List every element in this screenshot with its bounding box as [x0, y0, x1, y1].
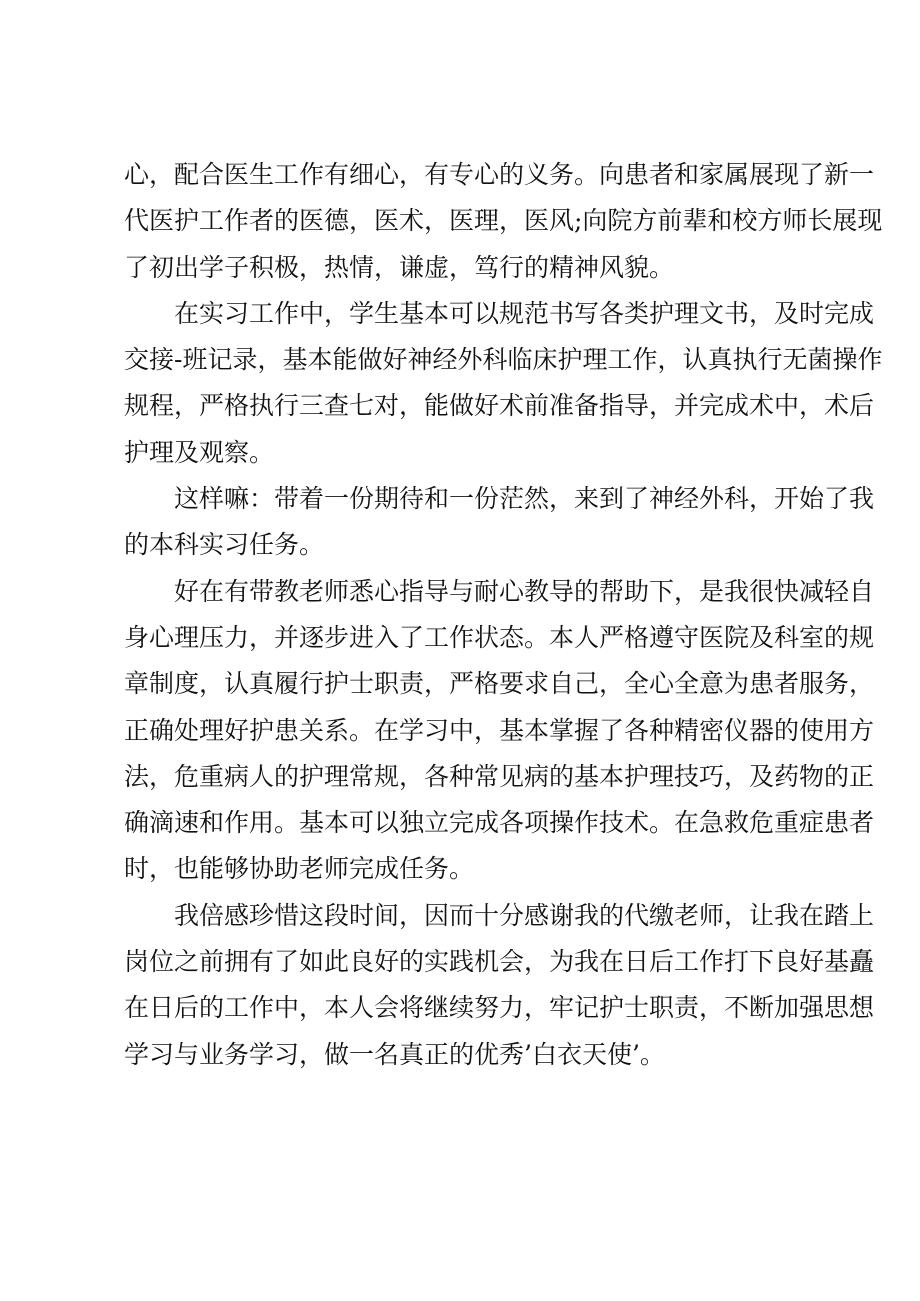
text-line: 了初出学子积极，热情，谦虚，笃行的精神风貌。	[124, 252, 675, 282]
paragraph-arrival	[124, 476, 875, 569]
paragraph-continuation	[124, 152, 883, 291]
text-line: 这样嘛：带着一份期待和一份茫然，来到了神经外科，开始了我	[174, 484, 875, 514]
text-line: 我倍感珍惜这段时间，因而十分感谢我的代缴老师，让我在踏上	[174, 900, 875, 930]
text-line: 好在有带教老师悉心指导与耐心教导的帮助下，是我很快减轻自	[174, 576, 875, 606]
text-line: 的本科实习任务。	[124, 530, 325, 560]
text-line: 身心理压力，并逐步进入了工作状态。本人严格遵守医院及科室的规	[124, 622, 875, 652]
text-line: 规程，严格执行三查七对，能做好术前准备指导，并完成术中，术后	[124, 391, 875, 421]
text-line: 学习与业务学习，做一名真正的优秀’白衣天使’。	[124, 1039, 665, 1069]
text-line: 心，配合医生工作有细心，有专心的义务。向患者和家属展现了新一	[124, 160, 875, 189]
text-line: 时，也能够协助老师完成任务。	[124, 854, 475, 884]
text-line: 确滴速和作用。基本可以独立完成各项操作技术。在急救危重症患者	[124, 808, 875, 838]
text-line: 章制度，认真履行护士职责，严格要求自己，全心全意为患者服务，	[124, 669, 875, 699]
text-line: 正确处理好护患关系。在学习中，基本掌握了各种精密仪器的使用方	[124, 715, 875, 745]
text-line: 代医护工作者的医德，医术，医理，医风;向院方前辈和校方师长展现	[124, 206, 883, 236]
paragraph-internship-work	[124, 291, 883, 476]
paragraph-guidance	[124, 569, 875, 893]
text-line: 法，危重病人的护理常规，各种常见病的基本护理技巧，及药物的正	[124, 761, 875, 791]
paragraph-gratitude	[124, 893, 875, 1078]
document-body	[124, 152, 883, 1078]
text-line: 交接-班记录，基本能做好神经外科临床护理工作，认真执行无菌操作	[124, 345, 883, 375]
text-line: 在实习工作中，学生基本可以规范书写各类护理文书，及时完成	[174, 298, 875, 328]
text-line: 在日后的工作中，本人会将继续努力，牢记护士职责，不断加强思想	[124, 993, 875, 1023]
text-line: 岗位之前拥有了如此良好的实践机会，为我在日后工作打下良好基矗	[124, 947, 875, 977]
text-line: 护理及观察。	[124, 437, 275, 467]
